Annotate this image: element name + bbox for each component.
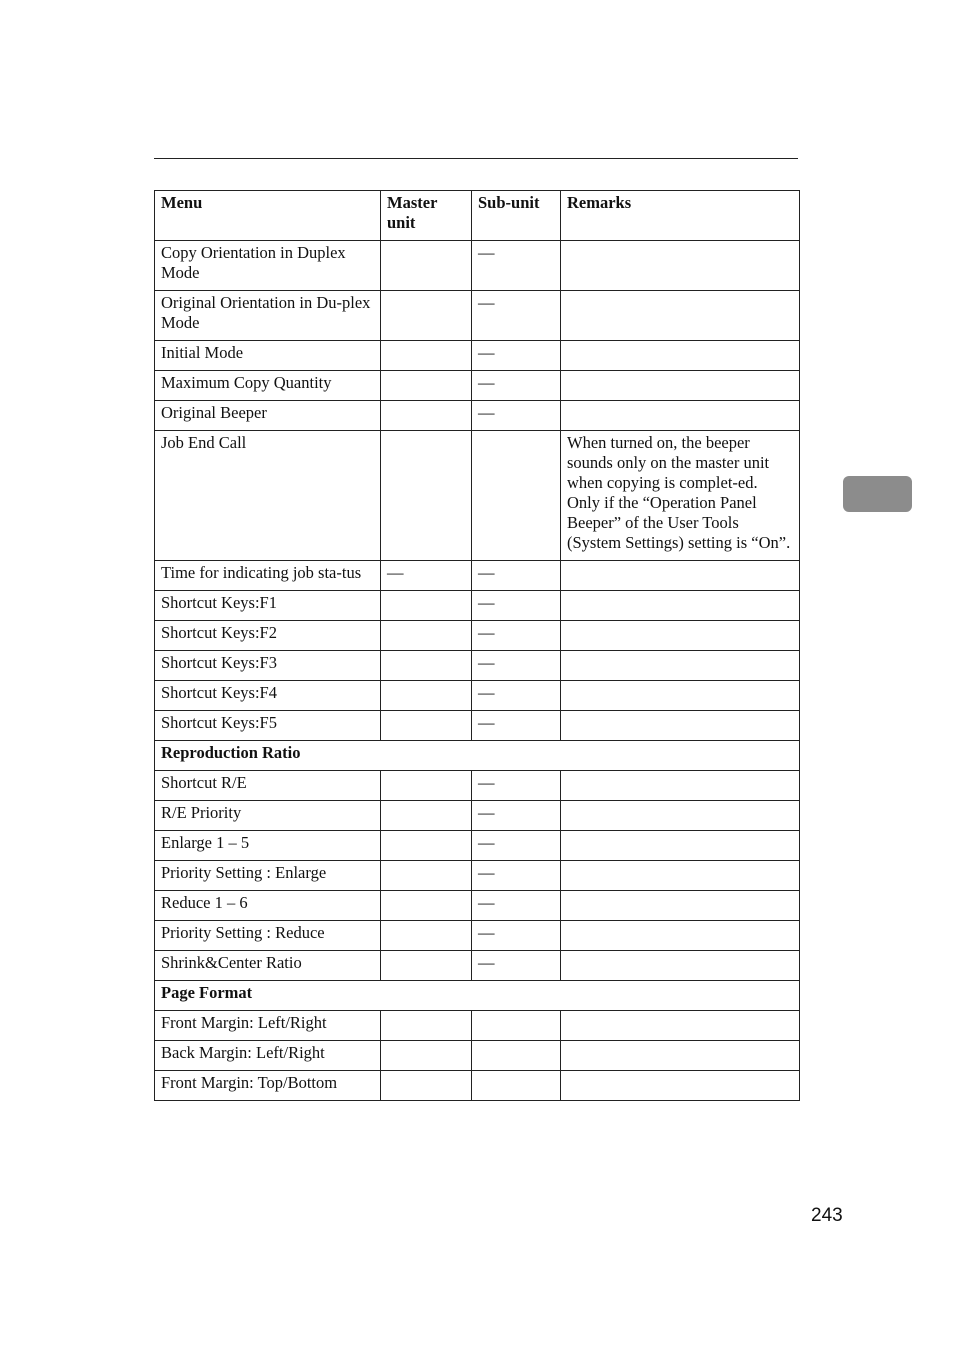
remarks-cell xyxy=(561,681,800,711)
table-row xyxy=(155,681,800,711)
table-row xyxy=(155,591,800,621)
menu-cell: Front Margin: Left/Right xyxy=(155,1011,381,1041)
section-row xyxy=(155,981,800,1011)
sub-unit-cell: — xyxy=(472,651,561,681)
table-row xyxy=(155,1011,800,1041)
header-rule xyxy=(154,158,798,159)
menu-cell: Shortcut Keys:F3 xyxy=(155,651,381,681)
sub-unit-cell: — xyxy=(472,591,561,621)
remarks-cell xyxy=(561,861,800,891)
master-unit-cell xyxy=(381,801,472,831)
remarks-cell xyxy=(561,291,800,341)
master-unit-cell xyxy=(381,401,472,431)
menu-cell: Job End Call xyxy=(155,431,381,561)
remarks-cell xyxy=(561,831,800,861)
menu-cell: Priority Setting : Reduce xyxy=(155,921,381,951)
menu-cell: Back Margin: Left/Right xyxy=(155,1041,381,1071)
remarks-cell xyxy=(561,591,800,621)
remarks-cell xyxy=(561,621,800,651)
section-heading: Reproduction Ratio xyxy=(155,741,800,771)
menu-cell: Original Beeper xyxy=(155,401,381,431)
master-unit-cell xyxy=(381,371,472,401)
menu-cell: Original Orientation in Du-plex Mode xyxy=(155,291,381,341)
sub-unit-cell: — xyxy=(472,801,561,831)
master-unit-cell xyxy=(381,591,472,621)
section-heading: Page Format xyxy=(155,981,800,1011)
master-unit-cell xyxy=(381,951,472,981)
table-row xyxy=(155,771,800,801)
remarks-cell xyxy=(561,1011,800,1041)
sub-unit-cell: — xyxy=(472,401,561,431)
table-row xyxy=(155,291,800,341)
menu-cell: Initial Mode xyxy=(155,341,381,371)
master-unit-cell xyxy=(381,861,472,891)
menu-cell: Maximum Copy Quantity xyxy=(155,371,381,401)
sub-unit-cell: — xyxy=(472,951,561,981)
menu-cell: Priority Setting : Enlarge xyxy=(155,861,381,891)
table-row xyxy=(155,621,800,651)
master-unit-cell xyxy=(381,1071,472,1101)
table-row xyxy=(155,1041,800,1071)
master-unit-cell xyxy=(381,651,472,681)
remarks-cell xyxy=(561,951,800,981)
master-unit-cell xyxy=(381,921,472,951)
table-row xyxy=(155,401,800,431)
master-unit-cell: — xyxy=(381,561,472,591)
sub-unit-cell xyxy=(472,1011,561,1041)
remarks-cell xyxy=(561,401,800,431)
menu-cell: Shortcut Keys:F5 xyxy=(155,711,381,741)
sub-unit-cell: — xyxy=(472,341,561,371)
table-row xyxy=(155,431,800,561)
table-row xyxy=(155,371,800,401)
remarks-cell xyxy=(561,371,800,401)
table-row xyxy=(155,861,800,891)
master-unit-cell xyxy=(381,711,472,741)
sub-unit-cell: — xyxy=(472,711,561,741)
master-unit-cell xyxy=(381,1011,472,1041)
master-unit-cell xyxy=(381,681,472,711)
section-row xyxy=(155,741,800,771)
sub-unit-cell: — xyxy=(472,681,561,711)
remarks-cell xyxy=(561,891,800,921)
table-row xyxy=(155,831,800,861)
table-row xyxy=(155,241,800,291)
table-row xyxy=(155,1071,800,1101)
menu-cell: Shortcut Keys:F2 xyxy=(155,621,381,651)
table-row xyxy=(155,341,800,371)
sub-unit-cell: — xyxy=(472,621,561,651)
master-unit-cell xyxy=(381,341,472,371)
sub-unit-cell: — xyxy=(472,861,561,891)
menu-cell: Reduce 1 – 6 xyxy=(155,891,381,921)
table-header-row xyxy=(155,191,800,241)
menu-cell: Time for indicating job sta-tus xyxy=(155,561,381,591)
chapter-tab xyxy=(843,476,912,512)
sub-unit-cell xyxy=(472,1041,561,1071)
master-unit-cell xyxy=(381,431,472,561)
master-unit-cell xyxy=(381,1041,472,1071)
table-row xyxy=(155,801,800,831)
remarks-cell xyxy=(561,801,800,831)
menu-cell: Shortcut Keys:F4 xyxy=(155,681,381,711)
remarks-cell xyxy=(561,711,800,741)
header-menu: Menu xyxy=(155,191,381,241)
header-master-unit: Master unit xyxy=(381,191,472,241)
remarks-cell xyxy=(561,561,800,591)
menu-cell: Copy Orientation in Duplex Mode xyxy=(155,241,381,291)
sub-unit-cell: — xyxy=(472,561,561,591)
sub-unit-cell: — xyxy=(472,921,561,951)
table-row xyxy=(155,561,800,591)
menu-cell: Enlarge 1 – 5 xyxy=(155,831,381,861)
table-row xyxy=(155,921,800,951)
remarks-cell xyxy=(561,241,800,291)
menu-cell: Shrink&Center Ratio xyxy=(155,951,381,981)
sub-unit-cell: — xyxy=(472,771,561,801)
master-unit-cell xyxy=(381,891,472,921)
table-body xyxy=(155,241,800,1101)
menu-cell: Front Margin: Top/Bottom xyxy=(155,1071,381,1101)
menu-cell: Shortcut R/E xyxy=(155,771,381,801)
remarks-cell xyxy=(561,921,800,951)
sub-unit-cell: — xyxy=(472,371,561,401)
master-unit-cell xyxy=(381,621,472,651)
sub-unit-cell: — xyxy=(472,241,561,291)
remarks-cell xyxy=(561,341,800,371)
sub-unit-cell xyxy=(472,431,561,561)
header-remarks: Remarks xyxy=(561,191,800,241)
master-unit-cell xyxy=(381,771,472,801)
sub-unit-cell: — xyxy=(472,891,561,921)
sub-unit-cell: — xyxy=(472,291,561,341)
remarks-cell xyxy=(561,1041,800,1071)
page-number: 243 xyxy=(811,1205,843,1226)
sub-unit-cell xyxy=(472,1071,561,1101)
sub-unit-cell: — xyxy=(472,831,561,861)
master-unit-cell xyxy=(381,241,472,291)
remarks-cell xyxy=(561,1071,800,1101)
master-unit-cell xyxy=(381,831,472,861)
table-row xyxy=(155,891,800,921)
remarks-cell: When turned on, the beeper sounds only on the master unit when copying is complet-ed. Only if the “Operation Panel Beeper” of the User Tools (System Settings) setting is “On”. xyxy=(561,431,800,561)
table-row xyxy=(155,711,800,741)
settings-table xyxy=(154,190,800,1101)
menu-cell: Shortcut Keys:F1 xyxy=(155,591,381,621)
remarks-cell xyxy=(561,651,800,681)
table-row xyxy=(155,951,800,981)
menu-cell: R/E Priority xyxy=(155,801,381,831)
remarks-cell xyxy=(561,771,800,801)
header-sub-unit: Sub-unit xyxy=(472,191,561,241)
table-row xyxy=(155,651,800,681)
master-unit-cell xyxy=(381,291,472,341)
